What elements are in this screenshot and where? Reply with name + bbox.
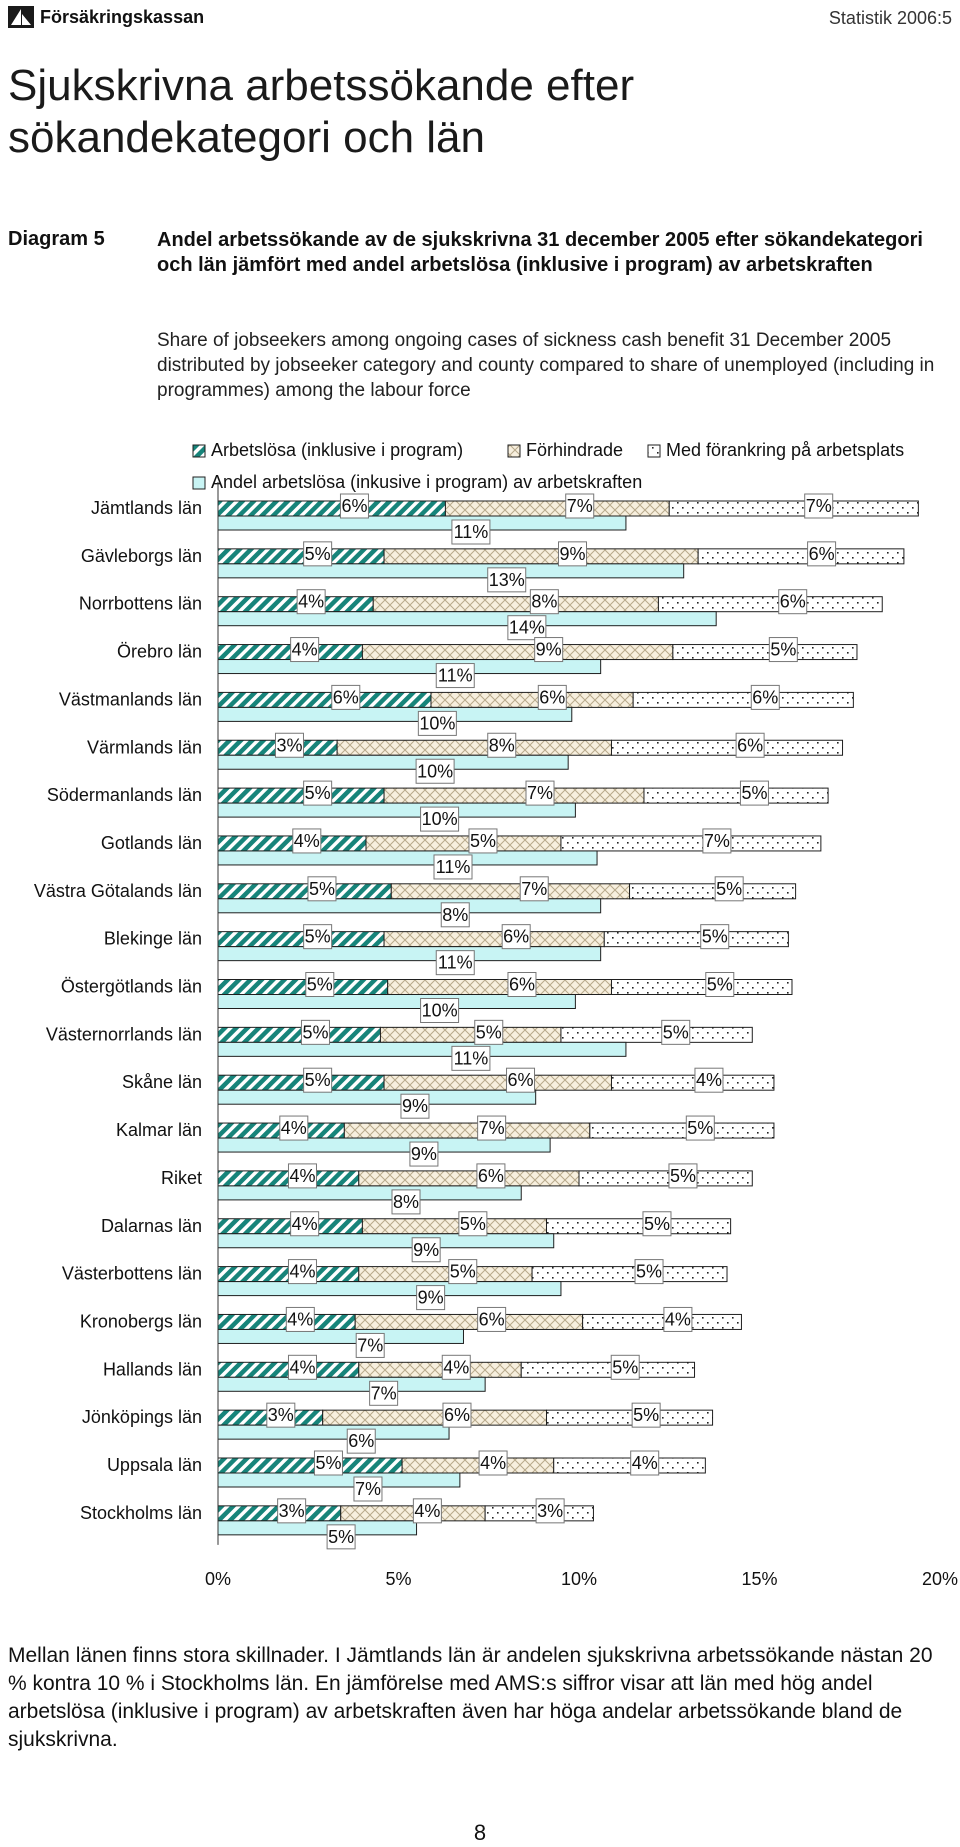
comparison-label: 11% (437, 952, 473, 973)
data-label: 5% (701, 926, 728, 947)
bar-segment (323, 1410, 547, 1425)
comparison-bar (218, 1521, 417, 1535)
bar-segment (388, 980, 612, 995)
data-label: 4% (443, 1357, 470, 1378)
bar-segment (384, 788, 644, 803)
comparison-label: 7% (370, 1383, 397, 1404)
category-label: Västernorrlands län (45, 1024, 202, 1045)
category-label: Dalarnas län (100, 1215, 202, 1236)
data-label: 5% (687, 1118, 714, 1139)
comparison-label: 9% (410, 1144, 437, 1165)
data-label: 7% (527, 783, 554, 804)
comparison-label: 5% (328, 1526, 355, 1547)
bar-segment (554, 1458, 706, 1473)
bar-segment (583, 1314, 742, 1329)
bar-segment (532, 1267, 727, 1282)
comparison-label: 6% (348, 1431, 375, 1452)
category-label: Kalmar län (115, 1120, 202, 1141)
category-label: Uppsala län (106, 1455, 202, 1475)
x-tick-label: 20% (921, 1568, 959, 1589)
category-label: Skåne län (121, 1072, 202, 1093)
data-label: 5% (304, 783, 331, 804)
comparison-bar (218, 1282, 561, 1296)
data-label: 4% (289, 1357, 316, 1378)
bar-segment (630, 884, 796, 899)
bar-segment (402, 1458, 554, 1473)
data-label: 4% (480, 1453, 507, 1473)
legend-label: Förhindrade (526, 440, 624, 460)
bar-segment (359, 1362, 521, 1377)
data-label: 7% (521, 878, 548, 899)
bar-segment (359, 1171, 579, 1186)
data-label: 4% (280, 1118, 307, 1139)
data-label: 7% (478, 1118, 505, 1139)
comparison-bar (218, 1425, 449, 1439)
comparison-label: 8% (393, 1191, 420, 1212)
data-label: 4% (695, 1070, 722, 1091)
bar-segment (669, 501, 918, 516)
data-label: 4% (289, 1165, 316, 1186)
comparison-bar (218, 1329, 463, 1343)
data-label: 3% (278, 1500, 305, 1521)
data-label: 5% (302, 1022, 329, 1043)
comparison-bar (218, 707, 572, 721)
bar-segment (359, 1267, 532, 1282)
data-label: 6% (503, 926, 530, 947)
bar-segment (344, 1123, 589, 1138)
comparison-label: 11% (453, 1048, 489, 1069)
data-label: 7% (805, 496, 832, 516)
category-label: Hallands län (102, 1359, 202, 1380)
bar-segment (658, 597, 882, 612)
brand-logo (8, 6, 204, 28)
data-label: 5% (469, 830, 496, 851)
bar-segment (445, 501, 669, 516)
category-label: Kronobergs län (79, 1311, 202, 1332)
bar-segment (431, 692, 633, 707)
bar-segment (698, 549, 904, 564)
comparison-bar (218, 1186, 521, 1200)
bar-segment (644, 788, 828, 803)
comparison-label: 10% (421, 809, 458, 830)
data-label: 5% (304, 543, 331, 564)
comparison-bar (218, 564, 684, 578)
data-label: 6% (332, 687, 359, 708)
bar-segment (547, 1410, 713, 1425)
data-label: 3% (537, 1500, 564, 1521)
bar-segment (611, 1075, 773, 1090)
bar-segment (547, 1219, 731, 1234)
data-label: 6% (539, 687, 566, 708)
data-label: 6% (478, 1309, 505, 1330)
category-label: Jönköpings län (81, 1407, 202, 1428)
brand-mark-icon (8, 6, 34, 28)
bar-segment (611, 980, 792, 995)
bar-segment (218, 788, 384, 803)
comparison-label: 11% (453, 522, 489, 542)
bar-segment (604, 932, 788, 947)
category-label: Blekinge län (103, 928, 202, 949)
data-label: 9% (535, 639, 562, 660)
diagram-title: Andel arbetssökande av de sjukskrivna 31 december 2005 efter sökandekategori och län jämfört med andel arbetslösa (inklusive i program) av arbetskraften (157, 229, 923, 276)
bar-segment (561, 836, 821, 851)
bar-chart (0, 435, 960, 1610)
legend-label: Arbetslösa (inklusive i program) (211, 440, 464, 460)
bar-segment (218, 692, 431, 707)
brand-name: Försäkringskassan (40, 6, 205, 27)
page-number: 8 (473, 1820, 487, 1845)
data-label: 7% (703, 830, 730, 851)
bar-segment (218, 932, 384, 947)
bar-segment (373, 597, 658, 612)
category-label: Västmanlands län (58, 689, 202, 710)
bar-segment (380, 1027, 561, 1042)
page-title: Sjukskrivna arbetssökande efter sökandekategori och län (8, 61, 635, 162)
category-label: Gävleborgs län (80, 545, 202, 566)
comparison-bar (218, 516, 626, 530)
bar-segment (366, 836, 561, 851)
diagram-subtitle: Share of jobseekers among ongoing cases of sickness cash benefit 31 December 2005 distributed by jobseeker category and county compared to share of unemployed (including in programmes) among the labour force (157, 330, 935, 401)
report-series: Statistik 2006:5 (828, 8, 952, 28)
category-label: Riket (160, 1167, 202, 1188)
data-label: 6% (779, 591, 806, 612)
data-label: 5% (449, 1261, 476, 1282)
data-label: 4% (414, 1500, 441, 1521)
data-label: 5% (459, 1213, 486, 1234)
comparison-bar (218, 851, 597, 865)
data-label: 3% (267, 1405, 294, 1426)
bar-segment (337, 740, 611, 755)
data-label: 4% (289, 1261, 316, 1282)
comparison-bar (218, 1234, 554, 1248)
bar-segment (384, 549, 698, 564)
data-label: 5% (633, 1405, 660, 1426)
data-label: 5% (636, 1261, 663, 1282)
data-label: 6% (477, 1165, 504, 1186)
comparison-bar (218, 1042, 626, 1056)
data-label: 4% (287, 1309, 314, 1330)
data-label: 5% (308, 878, 335, 899)
bar-segment (218, 884, 391, 899)
data-label: 4% (631, 1453, 658, 1473)
bar-segment (218, 980, 388, 995)
data-label: 5% (716, 878, 743, 899)
bar-segment (391, 884, 629, 899)
data-label: 5% (304, 1070, 331, 1091)
comparison-bar (218, 612, 716, 626)
bar-segment (611, 740, 842, 755)
diagram-label: Diagram 5 (8, 228, 105, 250)
category-label: Gotlands län (100, 832, 202, 853)
comparison-label: 9% (401, 1096, 428, 1117)
data-label: 5% (304, 926, 331, 947)
category-label: Stockholms län (79, 1502, 202, 1523)
legend-swatch (193, 445, 205, 457)
bar-segment (561, 1027, 752, 1042)
data-label: 6% (341, 496, 368, 516)
data-label: 5% (770, 639, 797, 660)
x-tick-label: 15% (741, 1568, 778, 1589)
comparison-label: 9% (413, 1239, 440, 1260)
comparison-label: 14% (508, 617, 545, 638)
comparison-label: 9% (417, 1287, 444, 1308)
data-label: 4% (664, 1309, 691, 1330)
bar-segment (590, 1123, 774, 1138)
bar-segment (362, 645, 672, 660)
bar-segment (673, 645, 857, 660)
data-label: 8% (488, 735, 515, 756)
legend-label: Andel arbetslösa (inkusive i program) av arbetskraften (211, 472, 643, 492)
bar-segment (218, 549, 384, 564)
comparison-label: 7% (357, 1335, 384, 1356)
category-label: Östergötlands län (60, 976, 202, 997)
data-label: 4% (298, 591, 325, 612)
data-label: 6% (808, 543, 835, 564)
data-label: 4% (291, 1213, 318, 1234)
bar-segment (521, 1362, 694, 1377)
legend-swatch (648, 445, 660, 457)
data-label: 4% (291, 639, 318, 660)
data-label: 6% (752, 687, 779, 708)
comparison-label: 8% (442, 904, 469, 925)
bar-segment (384, 932, 604, 947)
comparison-label: 13% (488, 569, 525, 590)
category-label: Örebro län (116, 641, 202, 662)
category-label: Södermanlands län (46, 785, 202, 806)
data-label: 5% (315, 1453, 342, 1473)
bar-segment (362, 1219, 546, 1234)
bar-segment (218, 1027, 380, 1042)
category-label: Norrbottens län (78, 593, 202, 614)
legend-label: Med förankring på arbetsplats (666, 440, 905, 460)
comparison-label: 11% (435, 856, 471, 877)
data-label: 5% (669, 1165, 696, 1186)
category-label: Jämtlands län (90, 498, 202, 518)
data-label: 6% (443, 1405, 470, 1426)
data-label: 5% (662, 1022, 689, 1043)
bar-segment (355, 1314, 582, 1329)
data-label: 6% (508, 974, 535, 995)
bar-segment (218, 501, 445, 516)
bar-segment (579, 1171, 752, 1186)
data-label: 7% (566, 496, 593, 516)
data-label: 5% (741, 783, 768, 804)
legend-swatch (193, 477, 205, 489)
comparison-label: 10% (417, 761, 454, 782)
x-tick-label: 10% (560, 1568, 598, 1589)
x-tick-label: 5% (385, 1568, 412, 1589)
bar-segment (384, 1075, 611, 1090)
category-label: Västra Götalands län (33, 880, 202, 901)
data-label: 8% (531, 591, 558, 612)
comparison-bar (218, 947, 601, 961)
comparison-label: 10% (421, 1000, 458, 1021)
bar-segment (218, 836, 366, 851)
comparison-label: 10% (419, 713, 456, 734)
data-label: 5% (643, 1213, 670, 1234)
bar-segment (218, 1458, 402, 1473)
data-label: 6% (737, 735, 764, 756)
bar-segment (633, 692, 853, 707)
bar-segment (218, 1075, 384, 1090)
body-paragraph: Mellan länen finns stora skillnader. I Jämtlands län är andelen sjukskrivna arbetssökande nästan 20 % kontra 10 % i Stockholms län. En jämförelse med AMS:s siffror visar att län med hög andel arbetslösa (inklusive i program) av arbetskraften även har höga andelar arbetssökande bland de sjukskrivna. (8, 1644, 933, 1751)
bar-segment (218, 597, 373, 612)
category-label: Västerbottens län (61, 1263, 202, 1284)
x-tick-label: 0% (204, 1568, 232, 1589)
data-label: 5% (475, 1022, 502, 1043)
comparison-label: 11% (437, 665, 473, 686)
data-label: 3% (276, 735, 303, 756)
comparison-bar (218, 803, 575, 817)
comparison-bar (218, 1090, 536, 1104)
legend-swatch (508, 445, 520, 457)
comparison-label: 7% (354, 1479, 381, 1499)
data-label: 4% (293, 830, 320, 851)
category-label: Värmlands län (86, 737, 202, 758)
data-label: 9% (559, 543, 586, 564)
data-label: 6% (507, 1070, 534, 1091)
data-label: 5% (612, 1357, 639, 1378)
data-label: 5% (706, 974, 733, 995)
data-label: 5% (306, 974, 333, 995)
